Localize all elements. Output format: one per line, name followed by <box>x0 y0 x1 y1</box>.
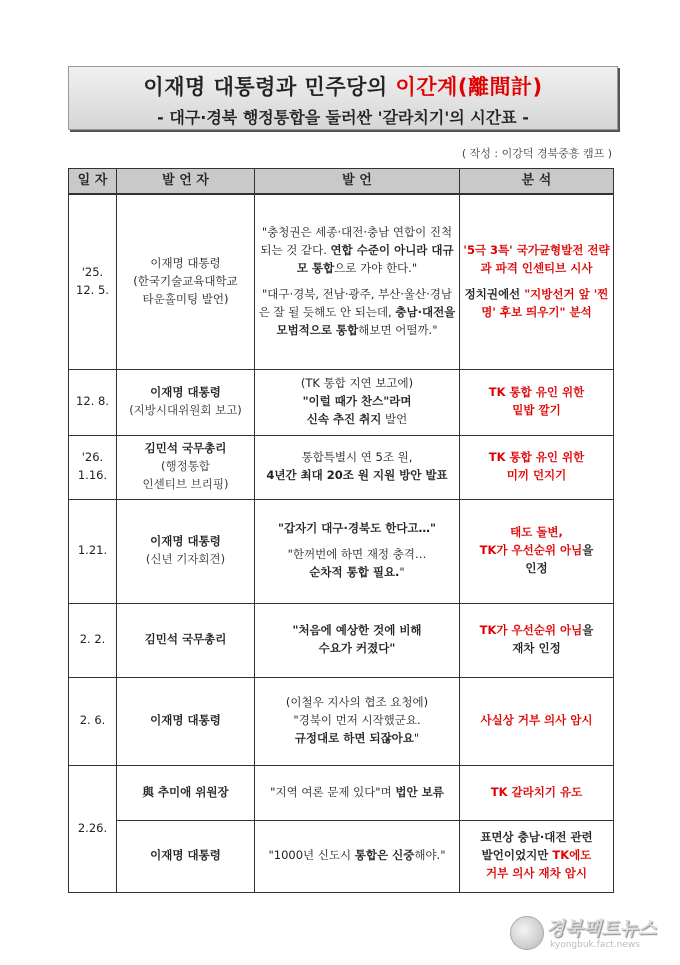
remark-text: 해야." <box>414 848 446 863</box>
remark-bold: 충남·대전을 모범적으로 통합 <box>276 304 456 337</box>
table-row <box>69 194 614 369</box>
remark-text: "한꺼번에 하면 재정 충격… <box>287 547 427 562</box>
remark-cell <box>255 603 460 677</box>
analysis-bold: 정치권에선 <box>464 286 525 301</box>
speaker-cell <box>117 677 255 765</box>
remark-line <box>258 411 456 429</box>
analysis-line <box>463 847 610 865</box>
speaker-name: 김민석 국무총리 <box>144 441 227 456</box>
speaker-name: 이재명 대통령 <box>150 534 221 549</box>
analysis-para <box>463 286 610 322</box>
speaker-text: 이재명 대통령 (한국기술교육대학교 타운홀미팅 발언) <box>133 256 238 306</box>
remark-line <box>258 393 456 411</box>
speaker-name: 김민석 국무총리 <box>144 632 227 647</box>
analysis-line <box>463 622 610 640</box>
date-cell: 2.26. <box>69 765 117 892</box>
analysis-cell <box>460 820 614 892</box>
analysis-red: 거부 의사 재차 암시 <box>486 866 587 881</box>
speaker-name: 與 추미애 위원장 <box>142 784 229 799</box>
analysis-cell <box>460 499 614 603</box>
remark-bold: 4년간 최대 20조 원 지원 방안 발표 <box>266 468 448 483</box>
analysis-red: TK 통합 유인 위한 미끼 던지기 <box>488 450 585 483</box>
speaker-context: (지방시대위원회 보고) <box>129 403 242 418</box>
remark-text: (이철우 지사의 협조 요청에) <box>285 695 429 710</box>
date-cell: 1.21. <box>69 499 117 603</box>
remark-line <box>258 730 456 748</box>
remark-text: " <box>413 731 420 746</box>
analysis-red: TK가 우선순위 아님 <box>479 623 583 638</box>
remark-cell <box>255 194 460 369</box>
remark-bold: 신속 추진 취지 <box>306 412 382 427</box>
date-cell: 12. 8. <box>69 369 117 435</box>
remark-cell <box>255 499 460 603</box>
header-row <box>69 169 614 195</box>
author-note: ( 작성 : 이강덕 경북중흥 캠프 ) <box>461 147 612 160</box>
analysis-cell <box>460 765 614 820</box>
date-cell <box>69 194 117 369</box>
remark-bold: 연합 수준이 아니라 대규모 통합 <box>296 243 454 276</box>
remark-cell <box>255 435 460 499</box>
analysis-text: 을 <box>582 543 594 558</box>
title-main: 이재명 대통령과 민주당의 <box>143 75 396 99</box>
header-remark: 발 언 <box>255 169 460 195</box>
remark-text: 라며 <box>389 394 412 409</box>
header-analysis: 분 석 <box>460 169 614 195</box>
watermark-name: 경북팩트뉴스 <box>546 918 657 940</box>
date-text: '26. 1.16. <box>77 450 108 483</box>
analysis-cell <box>460 603 614 677</box>
analysis-text: 발언이었지만 <box>481 848 553 863</box>
remark-text: (TK 통합 지연 보고에) <box>300 376 414 391</box>
remark-bold: "이럴 때가 찬스" <box>302 394 390 409</box>
speaker-context: (행정통합 인센티브 브리핑) <box>142 459 229 492</box>
remark-text: 발언 <box>381 412 408 427</box>
date-cell: 2. 2. <box>69 603 117 677</box>
remark-text: "충청권은 세종·대전·충남 연합이 진척되는 것 같다. <box>260 225 453 258</box>
speaker-cell <box>117 820 255 892</box>
speaker-name: 이재명 대통령 <box>150 385 221 400</box>
analysis-red: TK가 우선순위 아님 <box>479 543 583 558</box>
remark-text: 통합특별시 연 5조 원, <box>301 450 413 465</box>
speaker-name: 이재명 대통령 <box>150 713 221 728</box>
analysis-text: 을 <box>582 623 594 638</box>
analysis-red: TK에도 <box>552 848 592 863</box>
timeline-table <box>68 168 614 893</box>
table-row <box>69 369 614 435</box>
table-row <box>69 820 614 892</box>
remark-text: 으로 가야 한다." <box>334 261 418 276</box>
header-date: 일 자 <box>69 169 117 195</box>
analysis-red: "지방선거 앞 '찐명' 후보 띄우기" 분석 <box>481 286 609 319</box>
analysis-text: 표면상 충남·대전 관련 <box>480 830 593 845</box>
remark-para <box>258 286 456 339</box>
speaker-name: 이재명 대통령 <box>150 848 221 863</box>
remark-bold: 통합은 신중 <box>354 848 415 863</box>
remark-bold: 순차적 통합 필요. <box>309 565 400 580</box>
speaker-cell <box>117 369 255 435</box>
speaker-context: (신년 기자회견) <box>145 552 226 567</box>
remark-para <box>258 224 456 277</box>
remark-bold: "처음에 예상한 것에 비해 수요가 커졌다" <box>292 623 422 656</box>
analysis-cell <box>460 435 614 499</box>
speaker-cell <box>117 435 255 499</box>
table-row <box>69 677 614 765</box>
date-text: '25. 12. 5. <box>76 265 109 297</box>
analysis-red: '5극 3특' 국가균형발전 전략과 파격 인센티브 시사 <box>463 243 610 276</box>
analysis-red: TK 통합 유인 위한 밑밥 깔기 <box>488 385 585 418</box>
table-row <box>69 603 614 677</box>
remark-text: 해보면 어떨까." <box>358 322 438 337</box>
remark-text: "1000년 신도시 <box>268 848 355 863</box>
analysis-red: TK 갈라치기 유도 <box>490 784 583 799</box>
header-speaker: 발 언 자 <box>117 169 255 195</box>
remark-text: "대구·경북, 전남·광주, 부산·울산·경남은 잘 될 듯해도 안 되는데, <box>258 286 453 319</box>
analysis-text: 인정 <box>525 561 548 576</box>
remark-para <box>258 546 456 582</box>
analysis-cell <box>460 677 614 765</box>
analysis-cell <box>460 194 614 369</box>
date-cell: 2. 6. <box>69 677 117 765</box>
speaker-cell <box>117 765 255 820</box>
table-row <box>69 765 614 820</box>
remark-bold: 규정대로 하면 되잖아요 <box>294 731 414 746</box>
analysis-line <box>463 542 610 560</box>
table-row <box>69 435 614 499</box>
analysis-text: 재차 인정 <box>512 641 561 656</box>
watermark-logo <box>510 912 670 954</box>
remark-cell <box>255 765 460 820</box>
speaker-cell <box>117 603 255 677</box>
remark-cell <box>255 820 460 892</box>
title-line2: - 대구·경북 행정통합을 둘러싼 '갈라치기'의 시간표 - <box>157 108 529 127</box>
remark-text: " <box>399 565 405 580</box>
table-row <box>69 499 614 603</box>
analysis-cell <box>460 369 614 435</box>
remark-bold: "갑자기 대구·경북도 한다고…" <box>277 521 437 536</box>
date-cell <box>69 435 117 499</box>
speaker-cell <box>117 194 255 369</box>
globe-icon <box>510 916 544 950</box>
analysis-red: 태도 돌변, <box>510 525 563 540</box>
analysis-red: 사실상 거부 의사 암시 <box>480 713 593 728</box>
title-red: 이간계(離間計) <box>395 75 543 99</box>
title-line1 <box>69 71 617 101</box>
speaker-cell <box>117 499 255 603</box>
remark-bold: 법안 보류 <box>395 784 444 799</box>
remark-cell <box>255 677 460 765</box>
remark-text: "경북이 먼저 시작했군요. <box>293 713 421 728</box>
watermark-url: kyongbuk.fact.news <box>550 940 640 950</box>
title-banner <box>68 66 618 130</box>
remark-text: "지역 여론 문제 있다"며 <box>270 784 396 799</box>
remark-cell <box>255 369 460 435</box>
